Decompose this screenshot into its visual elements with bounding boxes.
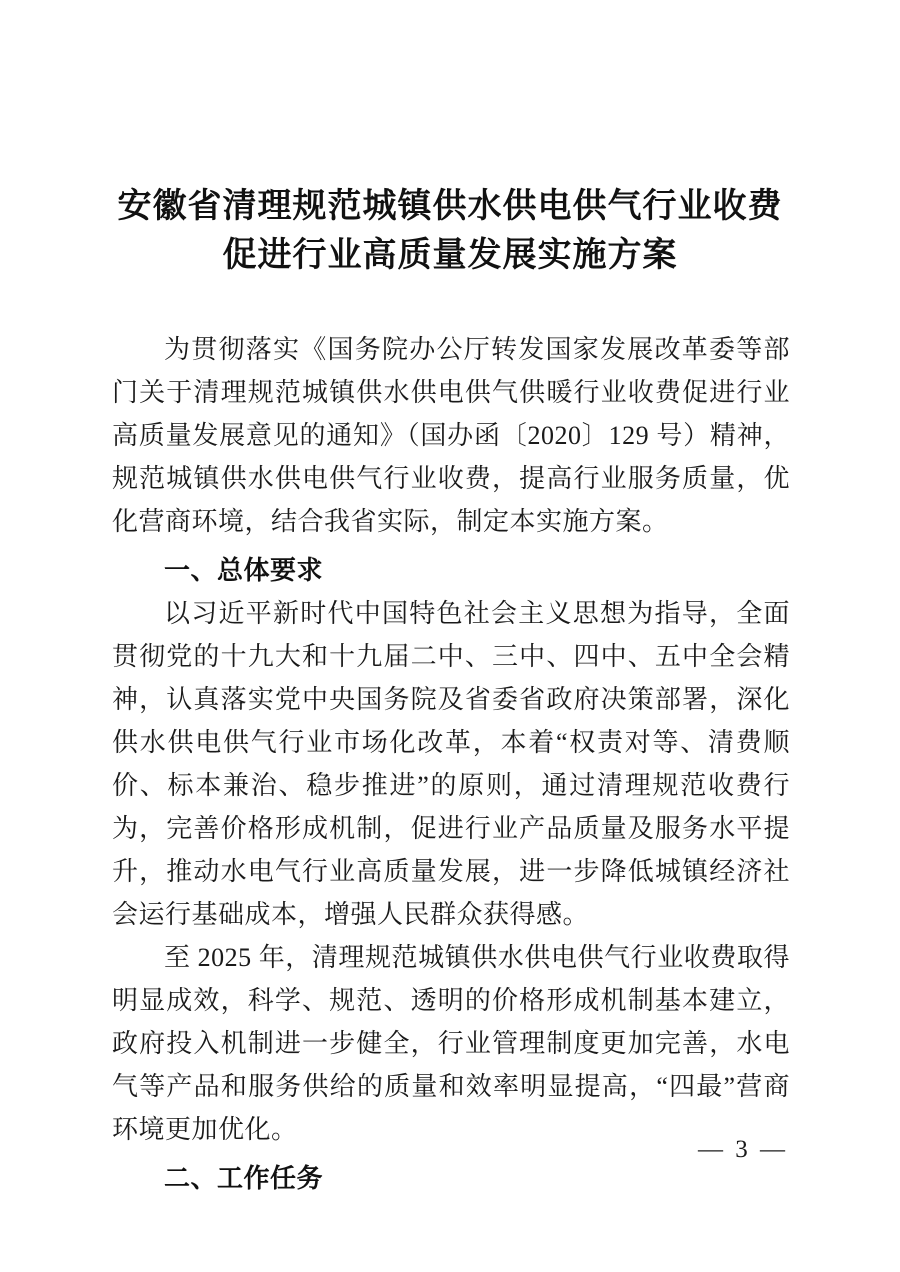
section1-paragraph-guiding-principles: 以习近平新时代中国特色社会主义思想为指导，全面贯彻党的十九大和十九届二中、三中、四中、五中全会精神，认真落实党中央国务院及省委省政府决策部署，深化供水供电供气行业市场化改革，本着“权责对等、清费顺价、标本兼治、稳步推进”的原则，通过清理规范收费行为，完善价格形成机制，促进行业产品质量及服务水平提升，推动水电气行业高质量发展，进一步降低城镇经济社会运行基础成本，增强人民群众获得感。 [112, 599, 790, 929]
document-title-line1: 安徽省清理规范城镇供水供电供气行业收费 [117, 188, 783, 225]
document-title-line2: 促进行业高质量发展实施方案 [222, 237, 678, 274]
document-body [112, 328, 790, 1200]
intro-paragraph: 为贯彻落实《国务院办公厅转发国家发展改革委等部门关于清理规范城镇供水供电供气供暖行业收费促进行业高质量发展意见的通知》（国办函〔2020〕129 号）精神，规范城镇供水供电供气行业收费，提高行业服务质量，优化营商环境，结合我省实际，制定本实施方案。 [112, 335, 790, 536]
document-title [60, 182, 840, 280]
section-heading-work-tasks: 二、工作任务 [164, 1163, 324, 1193]
section1-paragraph-2025-goals: 至 2025 年，清理规范城镇供水供电供气行业收费取得明显成效，科学、规范、透明的价格形成机制基本建立，政府投入机制进一步健全，行业管理制度更加完善，水电气等产品和服务供给的质量和效率明显提高，“四最”营商环境更加优化。 [112, 943, 790, 1144]
section-heading-overall-requirements: 一、总体要求 [164, 555, 324, 585]
page-number: — 3 — [698, 1136, 788, 1163]
page-footer [698, 1136, 788, 1164]
